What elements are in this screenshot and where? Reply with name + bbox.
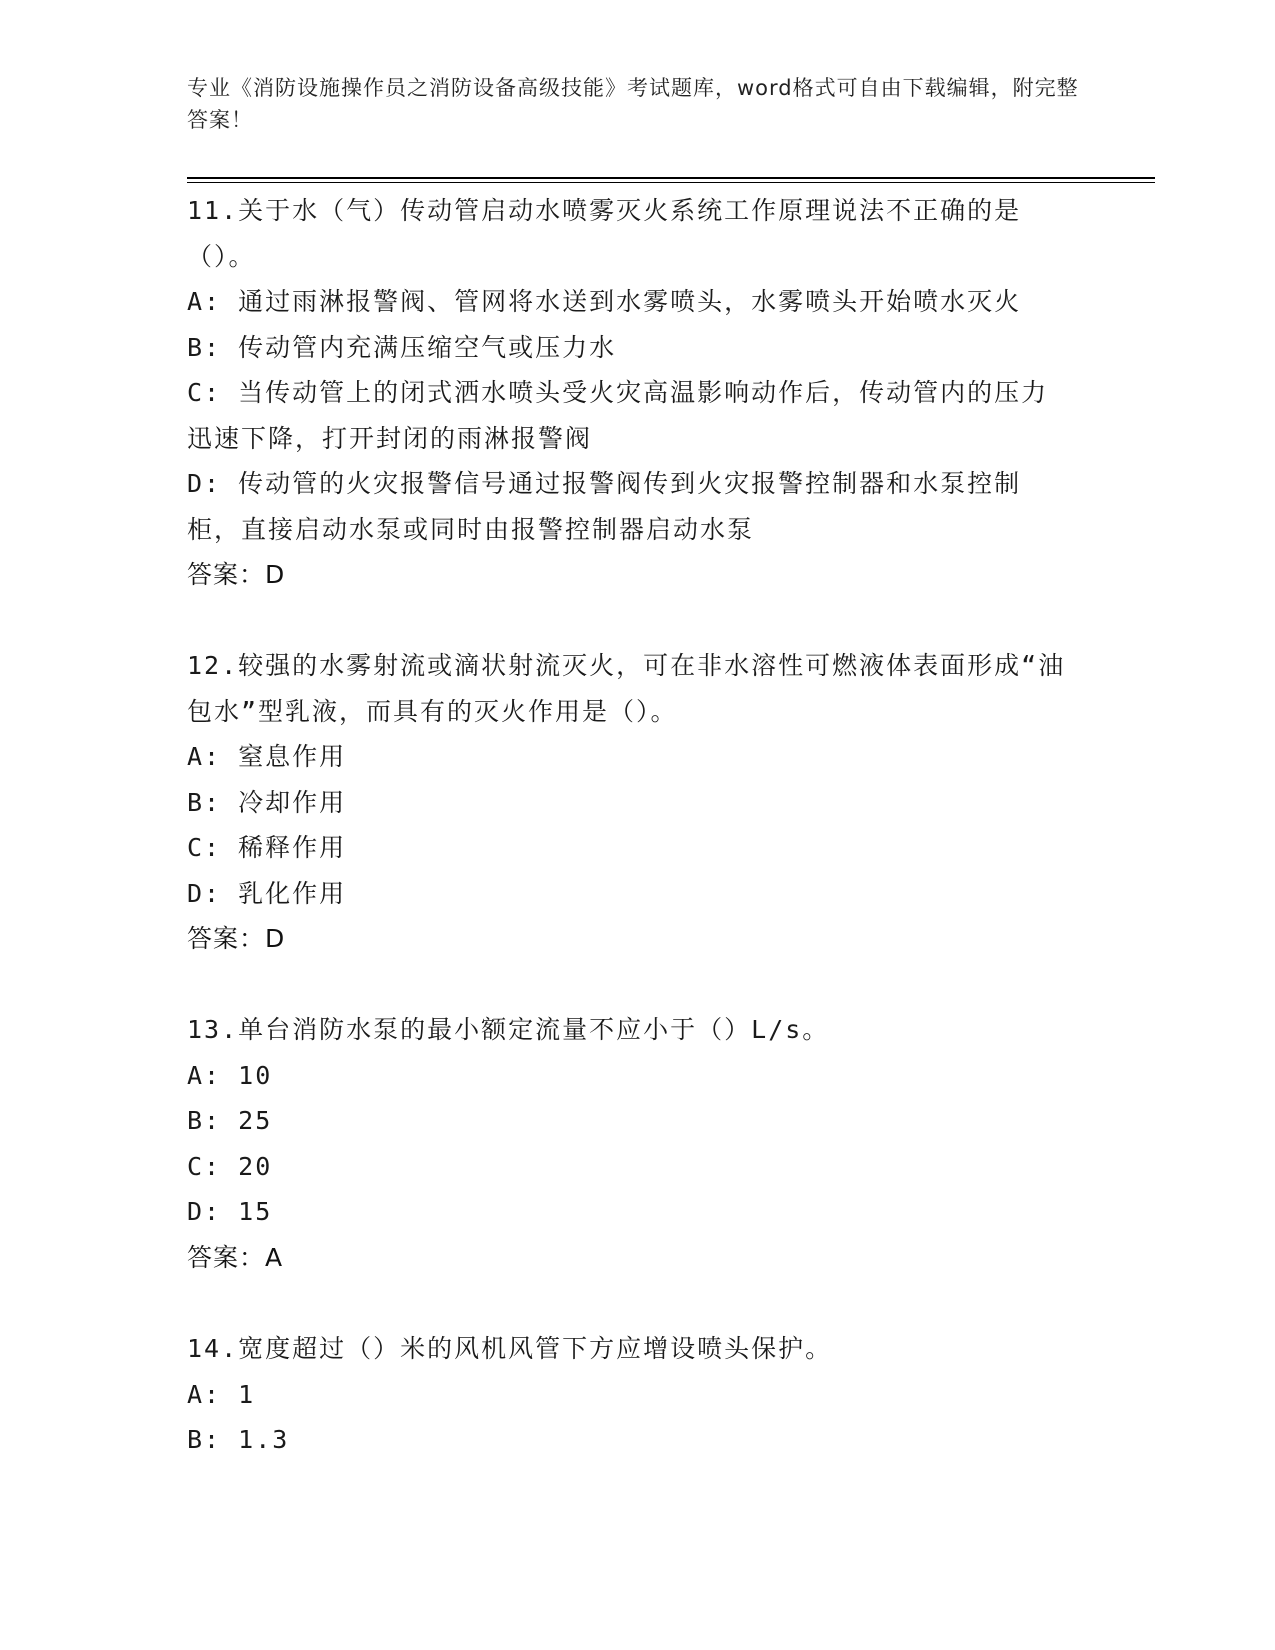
option-d: D: 传动管的火灾报警信号通过报警阀传到火灾报警控制器和水泵控制柜，直接启动水泵或同时由报警控制器启动水泵 bbox=[187, 469, 1022, 544]
option-c: C: 20 bbox=[187, 1151, 273, 1181]
option-c: C: 当传动管上的闭式洒水喷头受火灾高温影响动作后，传动管内的压力迅速下降，打开封闭的雨淋报警阀 bbox=[187, 378, 1049, 453]
question-stem: 14.宽度超过（）米的风机风管下方应增设喷头保护。 bbox=[187, 1334, 833, 1363]
option-b: B: 传动管内充满压缩空气或压力水 bbox=[187, 332, 617, 362]
header-intro-text: 专业《消防设施操作员之消防设备高级技能》考试题库，word格式可自由下载编辑，附完整答案！ bbox=[187, 76, 1079, 132]
option-a: A: 通过雨淋报警阀、管网将水送到水雾喷头，水雾喷头开始喷水灭火 bbox=[187, 287, 1022, 316]
option-c: C: 稀释作用 bbox=[187, 833, 347, 862]
question-11 bbox=[187, 188, 1067, 598]
option-b: B: 冷却作用 bbox=[187, 787, 347, 817]
answer-line: 答案：A bbox=[187, 1242, 284, 1272]
option-a: A: 窒息作用 bbox=[187, 742, 347, 771]
header-divider-thin bbox=[187, 182, 1155, 183]
option-a: A: 1 bbox=[187, 1379, 256, 1409]
question-13 bbox=[187, 1007, 1067, 1280]
question-12 bbox=[187, 643, 1067, 962]
option-b: B: 1.3 bbox=[187, 1425, 290, 1454]
option-a: A: 10 bbox=[187, 1060, 273, 1090]
option-d: D: 15 bbox=[187, 1197, 273, 1226]
header-divider-thick bbox=[187, 177, 1155, 179]
answer-line: 答案：D bbox=[187, 560, 286, 589]
answer-line: 答案：D bbox=[187, 924, 286, 953]
question-14 bbox=[187, 1326, 1067, 1463]
option-d: D: 乳化作用 bbox=[187, 878, 347, 908]
question-stem: 13.单台消防水泵的最小额定流量不应小于（）L/s。 bbox=[187, 1015, 830, 1044]
option-b: B: 25 bbox=[187, 1106, 273, 1135]
document-header bbox=[187, 72, 1087, 136]
question-stem: 12.较强的水雾射流或滴状射流灭火，可在非水溶性可燃液体表面形成“油包水”型乳液，而具有的灭火作用是（）。 bbox=[187, 651, 1066, 726]
question-stem: 11.关于水（气）传动管启动水喷雾灭火系统工作原理说法不正确的是（）。 bbox=[187, 196, 1022, 271]
